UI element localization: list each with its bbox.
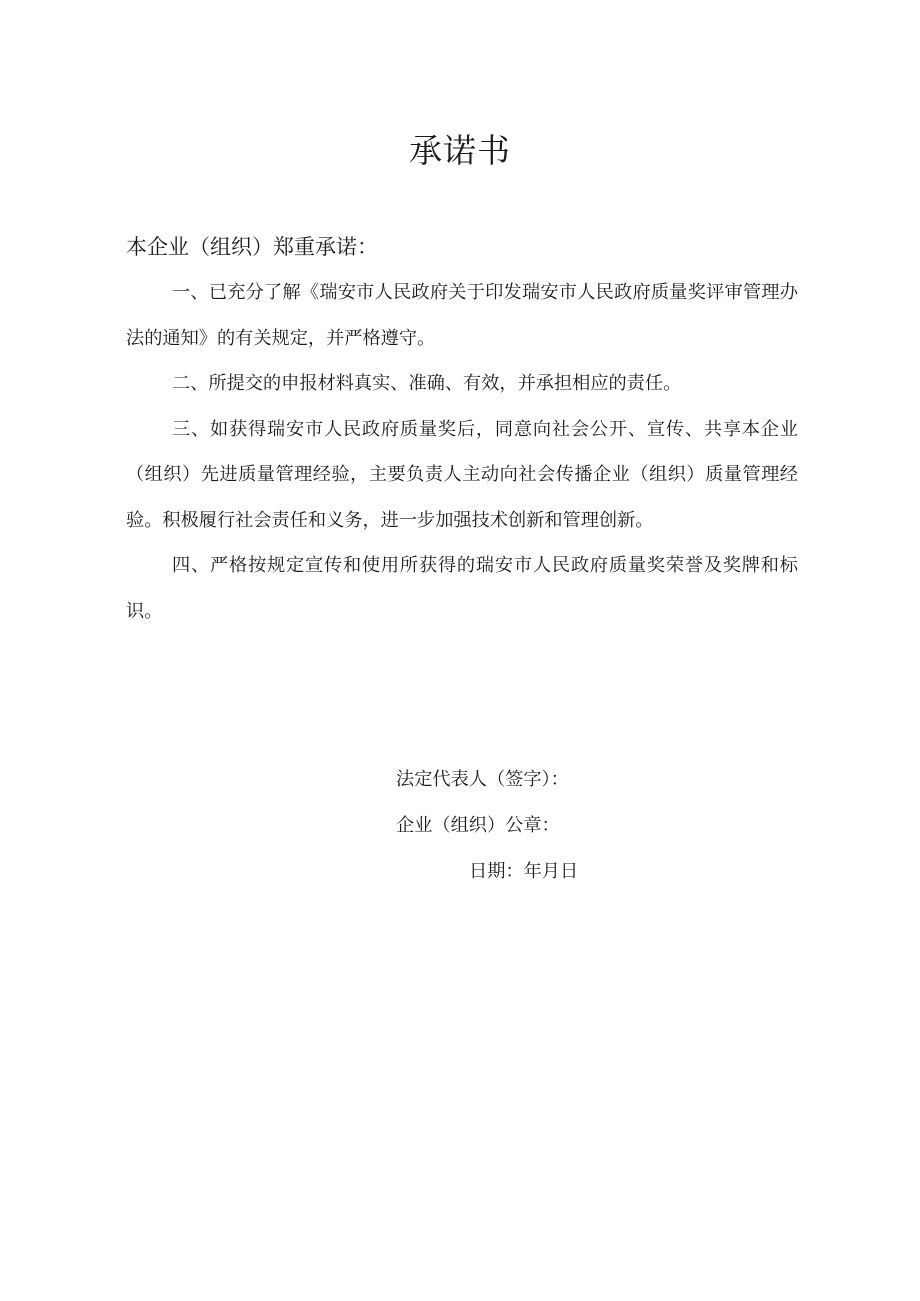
commitment-list xyxy=(126,270,798,634)
signature-block xyxy=(396,757,716,895)
legal-representative-signature-label: 法定代表人（签字）： xyxy=(396,769,569,790)
commitment-item-1: 一、已充分了解《瑞安市人民政府关于印发瑞安市人民政府质量奖评审管理办法的通知》的有关规定，并严格遵守。 xyxy=(126,282,798,349)
commitment-item-2: 二、所提交的申报材料真实、准确、有效，并承担相应的责任。 xyxy=(172,373,682,394)
company-seal-label: 企业（组织）公章： xyxy=(396,815,560,836)
commitment-item-3: 三、如获得瑞安市人民政府质量奖后，同意向社会公开、宣传、共享本企业（组织）先进质量管理经验，主要负责人主动向社会传播企业（组织）质量管理经验。积极履行社会责任和义务，进一步加强技术创新和管理创新。 xyxy=(126,418,798,531)
intro-statement: 本企业（组织）郑重承诺： xyxy=(126,235,378,259)
commitment-item-4: 四、严格按规定宣传和使用所获得的瑞安市人民政府质量奖荣誉及奖牌和标识。 xyxy=(126,555,798,622)
date-label: 日期：年月日 xyxy=(469,861,579,882)
document-title: 承诺书 xyxy=(409,131,511,170)
